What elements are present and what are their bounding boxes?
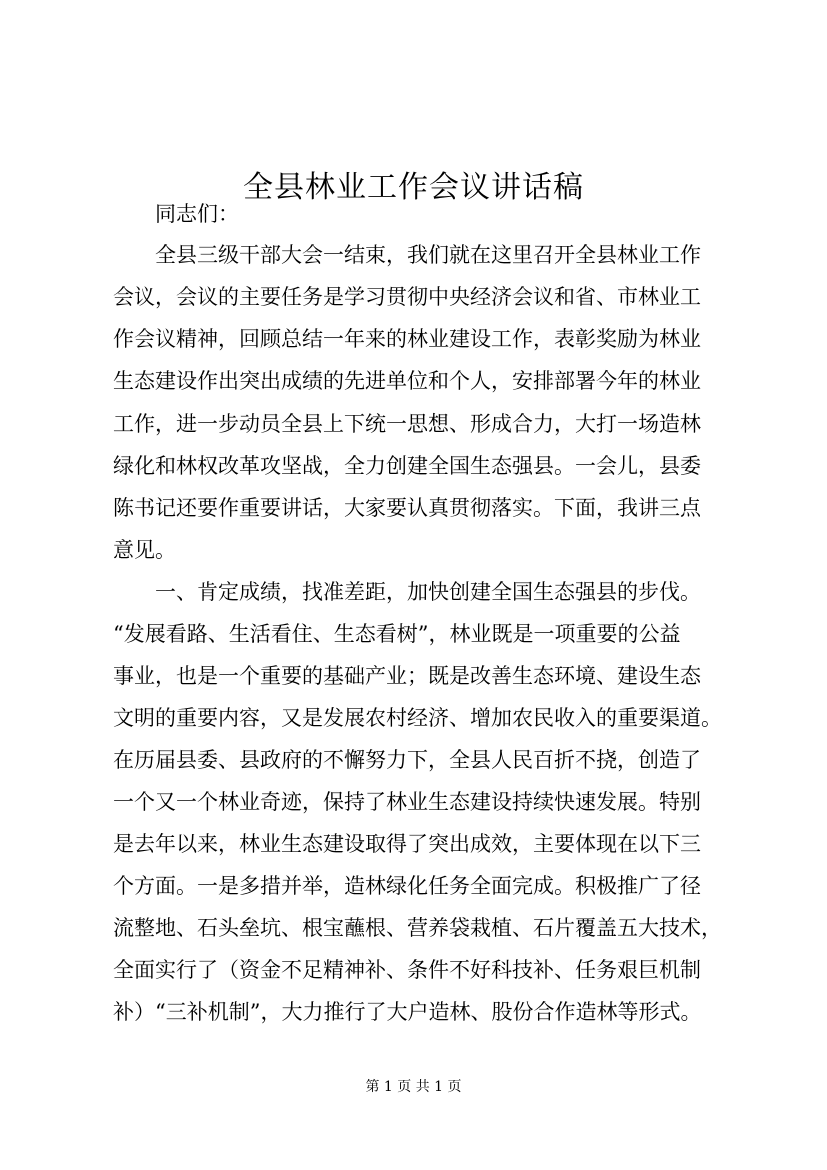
body-line: 事业，也是一个重要的基础产业；既是改善生态环境、建设生态 bbox=[113, 664, 701, 688]
body-line: 在历届县委、县政府的不懈努力下，全县人民百折不挠，创造了 bbox=[113, 748, 701, 772]
page-footer: 第 1 页 共 1 页 bbox=[365, 1079, 462, 1095]
body-line: 全面实行了（资金不足精神补、条件不好科技补、任务艰巨机制 bbox=[113, 958, 701, 982]
body-line: 文明的重要内容，又是发展农村经济、增加农民收入的重要渠道。 bbox=[113, 706, 722, 730]
body-line: 全县三级干部大会一结束，我们就在这里召开全县林业工作 bbox=[113, 243, 701, 267]
body-line: 一、肯定成绩，找准差距，加快创建全国生态强县的步伐。 bbox=[113, 580, 701, 604]
body-line: 绿化和林权改革攻坚战，全力创建全国生态强县。一会儿，县委 bbox=[113, 454, 701, 478]
body-line: 是去年以来，林业生态建设取得了突出成效，主要体现在以下三 bbox=[113, 832, 701, 856]
body-line: 个方面。一是多措并举，造林绿化任务全面完成。积极推广了径 bbox=[113, 874, 701, 898]
body-line: 同志们： bbox=[113, 202, 239, 226]
body-line: 作会议精神，回顾总结一年来的林业建设工作，表彰奖励为林业 bbox=[113, 327, 701, 351]
body-line: 陈书记还要作重要讲话，大家要认真贯彻落实。下面，我讲三点 bbox=[113, 496, 701, 520]
body-line: 流整地、石头垒坑、根宝蘸根、营养袋栽植、石片覆盖五大技术， bbox=[113, 916, 722, 940]
body-line: “发展看路、生活看住、生态看树”，林业既是一项重要的公益 bbox=[113, 622, 681, 646]
body-line: 一个又一个林业奇迹，保持了林业生态建设持续快速发展。特别 bbox=[113, 790, 701, 814]
body-line: 工作，进一步动员全县上下统一思想、形成合力，大打一场造林 bbox=[113, 412, 701, 436]
body-line: 生态建设作出突出成绩的先进单位和个人，安排部署今年的林业 bbox=[113, 369, 701, 393]
body-line: 补）“三补机制”，大力推行了大户造林、股份合作造林等形式。 bbox=[113, 1000, 702, 1024]
body-line: 会议，会议的主要任务是学习贯彻中央经济会议和省、市林业工 bbox=[113, 285, 701, 309]
body-line: 意见。 bbox=[113, 538, 176, 562]
document-title: 全县林业工作会议讲话稿 bbox=[243, 170, 584, 206]
